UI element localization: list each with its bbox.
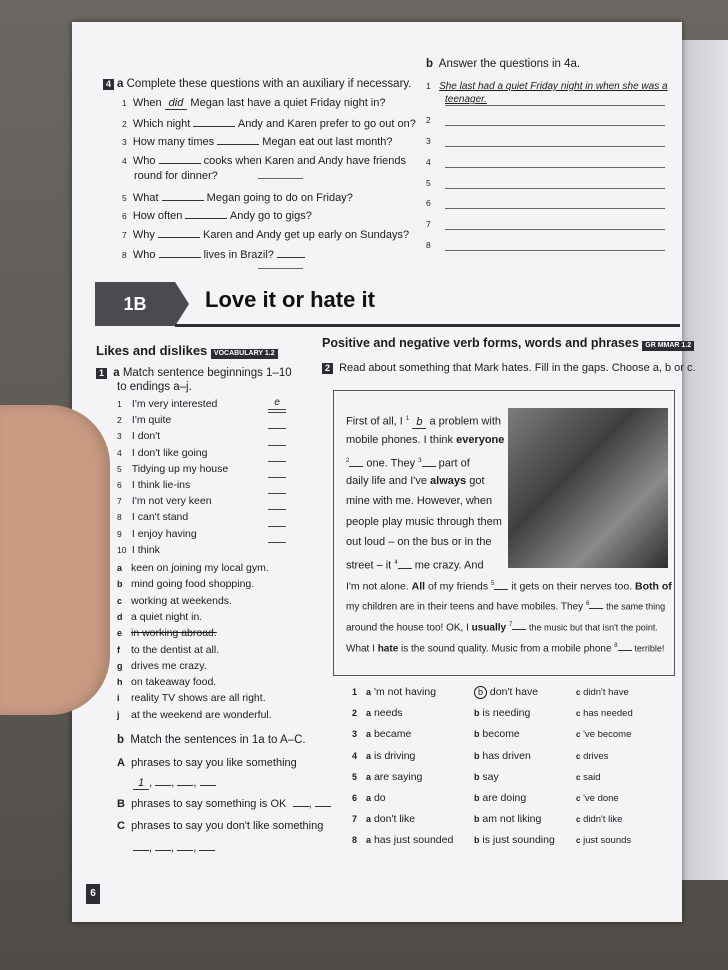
ex4b-part-label: b <box>426 58 434 70</box>
vocabulary-badge: VOCABULARY 1.2 <box>211 349 278 359</box>
ending-item: i reality TV shows are all right. <box>117 692 266 705</box>
verb-forms-section <box>322 337 694 351</box>
cat-C-answers[interactable]: , , , <box>133 840 215 855</box>
beginning-answer-blank[interactable] <box>268 542 286 543</box>
text-line-3: $^2$ one. They $^3$ part of <box>346 457 470 470</box>
cat-A-answers: 1 , , , <box>133 775 216 790</box>
photo-hands-with-phone <box>508 408 668 568</box>
cat-A: A phrases to say you like something <box>117 757 297 769</box>
option-b[interactable]: b don't have <box>474 686 538 699</box>
beginning-answer-blank[interactable] <box>268 428 286 429</box>
ending-item: f to the dentist at all. <box>117 643 220 656</box>
unit-title: Love it or hate it <box>205 287 375 312</box>
option-a[interactable]: 1 a 'm not having <box>352 686 437 698</box>
unit-code: 1B <box>95 282 175 326</box>
beginning-item: 3 I don't <box>117 430 161 443</box>
text-line-1: First of all, I $^1$ b a problem with <box>346 415 502 428</box>
ex4b-line-1[interactable] <box>445 105 665 106</box>
text-line-11: around the house too! OK, I usually $^7$ the music but that isn't the point. <box>346 619 658 634</box>
ex4a-blank-4[interactable] <box>159 153 201 164</box>
ex4a-blank-8b[interactable] <box>258 268 303 269</box>
ex4a-item-continued: round for dinner? <box>134 170 218 182</box>
text-line-4: daily life and I've always got <box>346 475 485 487</box>
gap-5[interactable] <box>494 579 508 590</box>
ex4b-num-8: 8 <box>426 240 431 250</box>
ex4a-blank-4b[interactable] <box>258 178 303 179</box>
ex4a-heading <box>103 78 412 91</box>
ex4b-num-2: 2 <box>426 115 431 125</box>
option-c[interactable]: c 've done <box>576 793 619 804</box>
header-arrow <box>175 282 189 326</box>
ex4a-part-label: a <box>117 78 124 90</box>
gap-7[interactable] <box>512 619 526 630</box>
ex4a-blank-5[interactable] <box>162 190 204 201</box>
ex4b-heading <box>426 58 580 71</box>
header-rule <box>175 324 680 327</box>
beginning-answer-blank[interactable] <box>268 493 286 494</box>
ex4a-item: 8 Who lives in Brazil? <box>122 247 305 262</box>
beginning-item: 7 I'm not very keen <box>117 495 212 508</box>
option-c[interactable]: c didn't like <box>576 814 623 826</box>
ending-item: j at the weekend are wonderful. <box>117 708 272 721</box>
ex4b-answer-1-cont: teenager. <box>445 94 487 105</box>
option-b[interactable]: b say <box>474 770 499 783</box>
beginning-answer-blank[interactable] <box>268 526 286 527</box>
ending-item: b mind going food shopping. <box>117 578 255 591</box>
next-page-edge <box>678 40 728 880</box>
beginning-item: 8 I can't stand <box>117 511 189 524</box>
ex4a-blank-2[interactable] <box>193 116 235 127</box>
ex4a-item: 4 Who cooks when Karen and Andy have friends <box>122 155 407 167</box>
ex4-number-badge: 4 <box>103 79 114 90</box>
beginning-answer-blank[interactable] <box>268 412 286 413</box>
option-a[interactable]: 5 a are saying <box>352 770 423 783</box>
ending-item: g drives me crazy. <box>117 659 207 672</box>
text-line-6: people play music through them <box>346 516 502 528</box>
ex2-heading: 2 Read about something that Mark hates. Fill in the gaps. Choose a, b or c. <box>322 362 696 375</box>
grammar-badge: GR MMAR 1.2 <box>642 341 694 351</box>
ending-item: d a quiet night in. <box>117 610 203 623</box>
option-c[interactable]: c didn't have <box>576 687 629 698</box>
ex2-number-badge: 2 <box>322 363 333 374</box>
option-a[interactable]: 4 a is driving <box>352 749 416 762</box>
ending-item: h on takeaway food. <box>117 676 217 689</box>
ex4a-blank-8[interactable] <box>159 247 201 258</box>
ex4a-blank-3[interactable] <box>217 134 259 145</box>
section-title-right: Positive and negative verb forms, words and phrases <box>322 336 639 350</box>
ex4a-blank-7[interactable] <box>158 227 200 238</box>
ex4a-item: 5 What Megan going to do on Friday? <box>122 192 353 204</box>
option-a[interactable]: 2 a needs <box>352 707 403 720</box>
ending-item: e in working abroad. <box>117 627 217 640</box>
beginning-item: 9 I enjoy having <box>117 527 197 540</box>
hand-holding-page <box>0 405 110 715</box>
ex4a-blank-6[interactable] <box>185 208 227 219</box>
gap-1-answer[interactable]: b <box>412 416 426 429</box>
ex4b-num-6: 6 <box>426 198 431 208</box>
beginning-answer-blank[interactable]: e <box>268 396 286 410</box>
gap-2[interactable] <box>349 456 363 467</box>
option-c[interactable]: c said <box>576 771 601 783</box>
ex4b-instruction: Answer the questions in 4a. <box>438 58 581 70</box>
page-number: 6 <box>86 884 100 904</box>
text-line-7: out loud – on the bus or in the <box>346 536 492 548</box>
option-b[interactable]: b are doing <box>474 792 527 804</box>
text-line-2: mobile phones. I think everyone <box>346 434 505 446</box>
gap-8[interactable] <box>618 640 632 651</box>
text-line-5: mine with me. However, when <box>346 495 493 507</box>
beginning-answer-blank[interactable] <box>268 477 286 478</box>
text-line-12: What I hate is the sound quality. Music from a mobile phone $^8$ terrible! <box>346 640 664 655</box>
option-a[interactable]: 6 a do <box>352 792 386 804</box>
unit-header <box>95 282 680 326</box>
section-title: Likes and dislikes <box>96 343 208 358</box>
ex4b-num-7: 7 <box>426 219 431 229</box>
beginning-item: 2 I'm quite <box>117 414 172 427</box>
option-a[interactable]: 3 a became <box>352 728 412 741</box>
text-line-8: street – it $^4$ me crazy. And <box>346 559 484 572</box>
ex4a-item: 7 Why Karen and Andy get up early on Sundays? <box>122 229 410 241</box>
ex4b-line-8[interactable] <box>445 250 665 251</box>
ex1a-heading: 1 a Match sentence beginnings 1–10 <box>96 367 292 380</box>
option-b[interactable]: b am not liking <box>474 813 542 826</box>
beginning-item: 10 I think <box>117 543 160 556</box>
option-c[interactable]: c drives <box>576 750 609 762</box>
ending-item: a keen on joining my local gym. <box>117 562 269 574</box>
ex4b-line-6[interactable] <box>445 208 665 209</box>
text-line-9: I'm not alone. All of my friends $^5$ it gets on their nerves too. Both of <box>346 580 672 593</box>
beginning-item: 4 I don't like going <box>117 446 208 459</box>
ex4b-num-3: 3 <box>426 136 431 146</box>
cat-A-answer-1[interactable]: 1 <box>133 777 149 790</box>
ex4b-num-4: 4 <box>426 157 431 167</box>
likes-dislikes-section <box>96 344 278 359</box>
option-c[interactable]: c has needed <box>576 708 633 720</box>
ex4b-line-3[interactable] <box>445 146 665 147</box>
gap-3[interactable] <box>422 456 436 467</box>
ex1-number-badge: 1 <box>96 368 107 379</box>
ex4a-item: 2 Which night Andy and Karen prefer to go out on? <box>122 118 416 130</box>
beginning-answer-blank[interactable] <box>268 509 286 510</box>
text-line-10: my children are in their teens and have mobiles. They $^6$ the same thing <box>346 598 665 613</box>
ex1b-heading: b Match the sentences in 1a to A–C. <box>117 734 306 746</box>
beginning-item: 6 I think lie-ins <box>117 479 191 491</box>
ex4a-answer-1[interactable]: did <box>165 97 188 110</box>
option-b[interactable]: b is just sounding <box>474 834 555 847</box>
beginning-item: 5 Tidying up my house <box>117 462 229 475</box>
beginning-item: 1 I'm very interested <box>117 398 218 410</box>
gap-6[interactable] <box>589 598 603 609</box>
ex4b-line-4[interactable] <box>445 167 665 168</box>
option-c[interactable]: c 've become <box>576 729 632 741</box>
ex4b-line-2[interactable] <box>445 125 665 126</box>
beginning-answer-blank[interactable] <box>268 445 286 446</box>
ex4b-num-5: 5 <box>426 178 431 188</box>
cat-C: C phrases to say you don't like something <box>117 820 324 832</box>
option-c[interactable]: c just sounds <box>576 835 632 847</box>
beginning-answer-blank[interactable] <box>268 461 286 462</box>
option-b[interactable]: b is needing <box>474 707 531 720</box>
ex4a-item: 1 When did Megan last have a quiet Friday night in? <box>122 97 386 109</box>
ex1a-instruction-cont: to endings a–j. <box>117 381 192 393</box>
ex4b-line-7[interactable] <box>445 229 665 230</box>
option-b[interactable]: b become <box>474 728 520 741</box>
option-a[interactable]: 8 a has just sounded <box>352 834 454 847</box>
ending-item: c working at weekends. <box>117 594 232 607</box>
ex4b-answer-1: 1 She last had a quiet Friday night in when she was a <box>426 81 668 92</box>
gap-4[interactable] <box>398 558 412 569</box>
ex4a-instruction: Complete these questions with an auxiliary if necessary. <box>126 78 412 90</box>
ex4b-line-5[interactable] <box>445 188 665 189</box>
option-a[interactable]: 7 a don't like <box>352 813 416 826</box>
ex4a-item: 3 How many times Megan eat out last month? <box>122 136 393 148</box>
ex4a-item: 6 How often Andy go to gigs? <box>122 210 312 222</box>
option-b[interactable]: b has driven <box>474 749 531 762</box>
cat-B: B phrases to say something is OK , <box>117 796 331 811</box>
